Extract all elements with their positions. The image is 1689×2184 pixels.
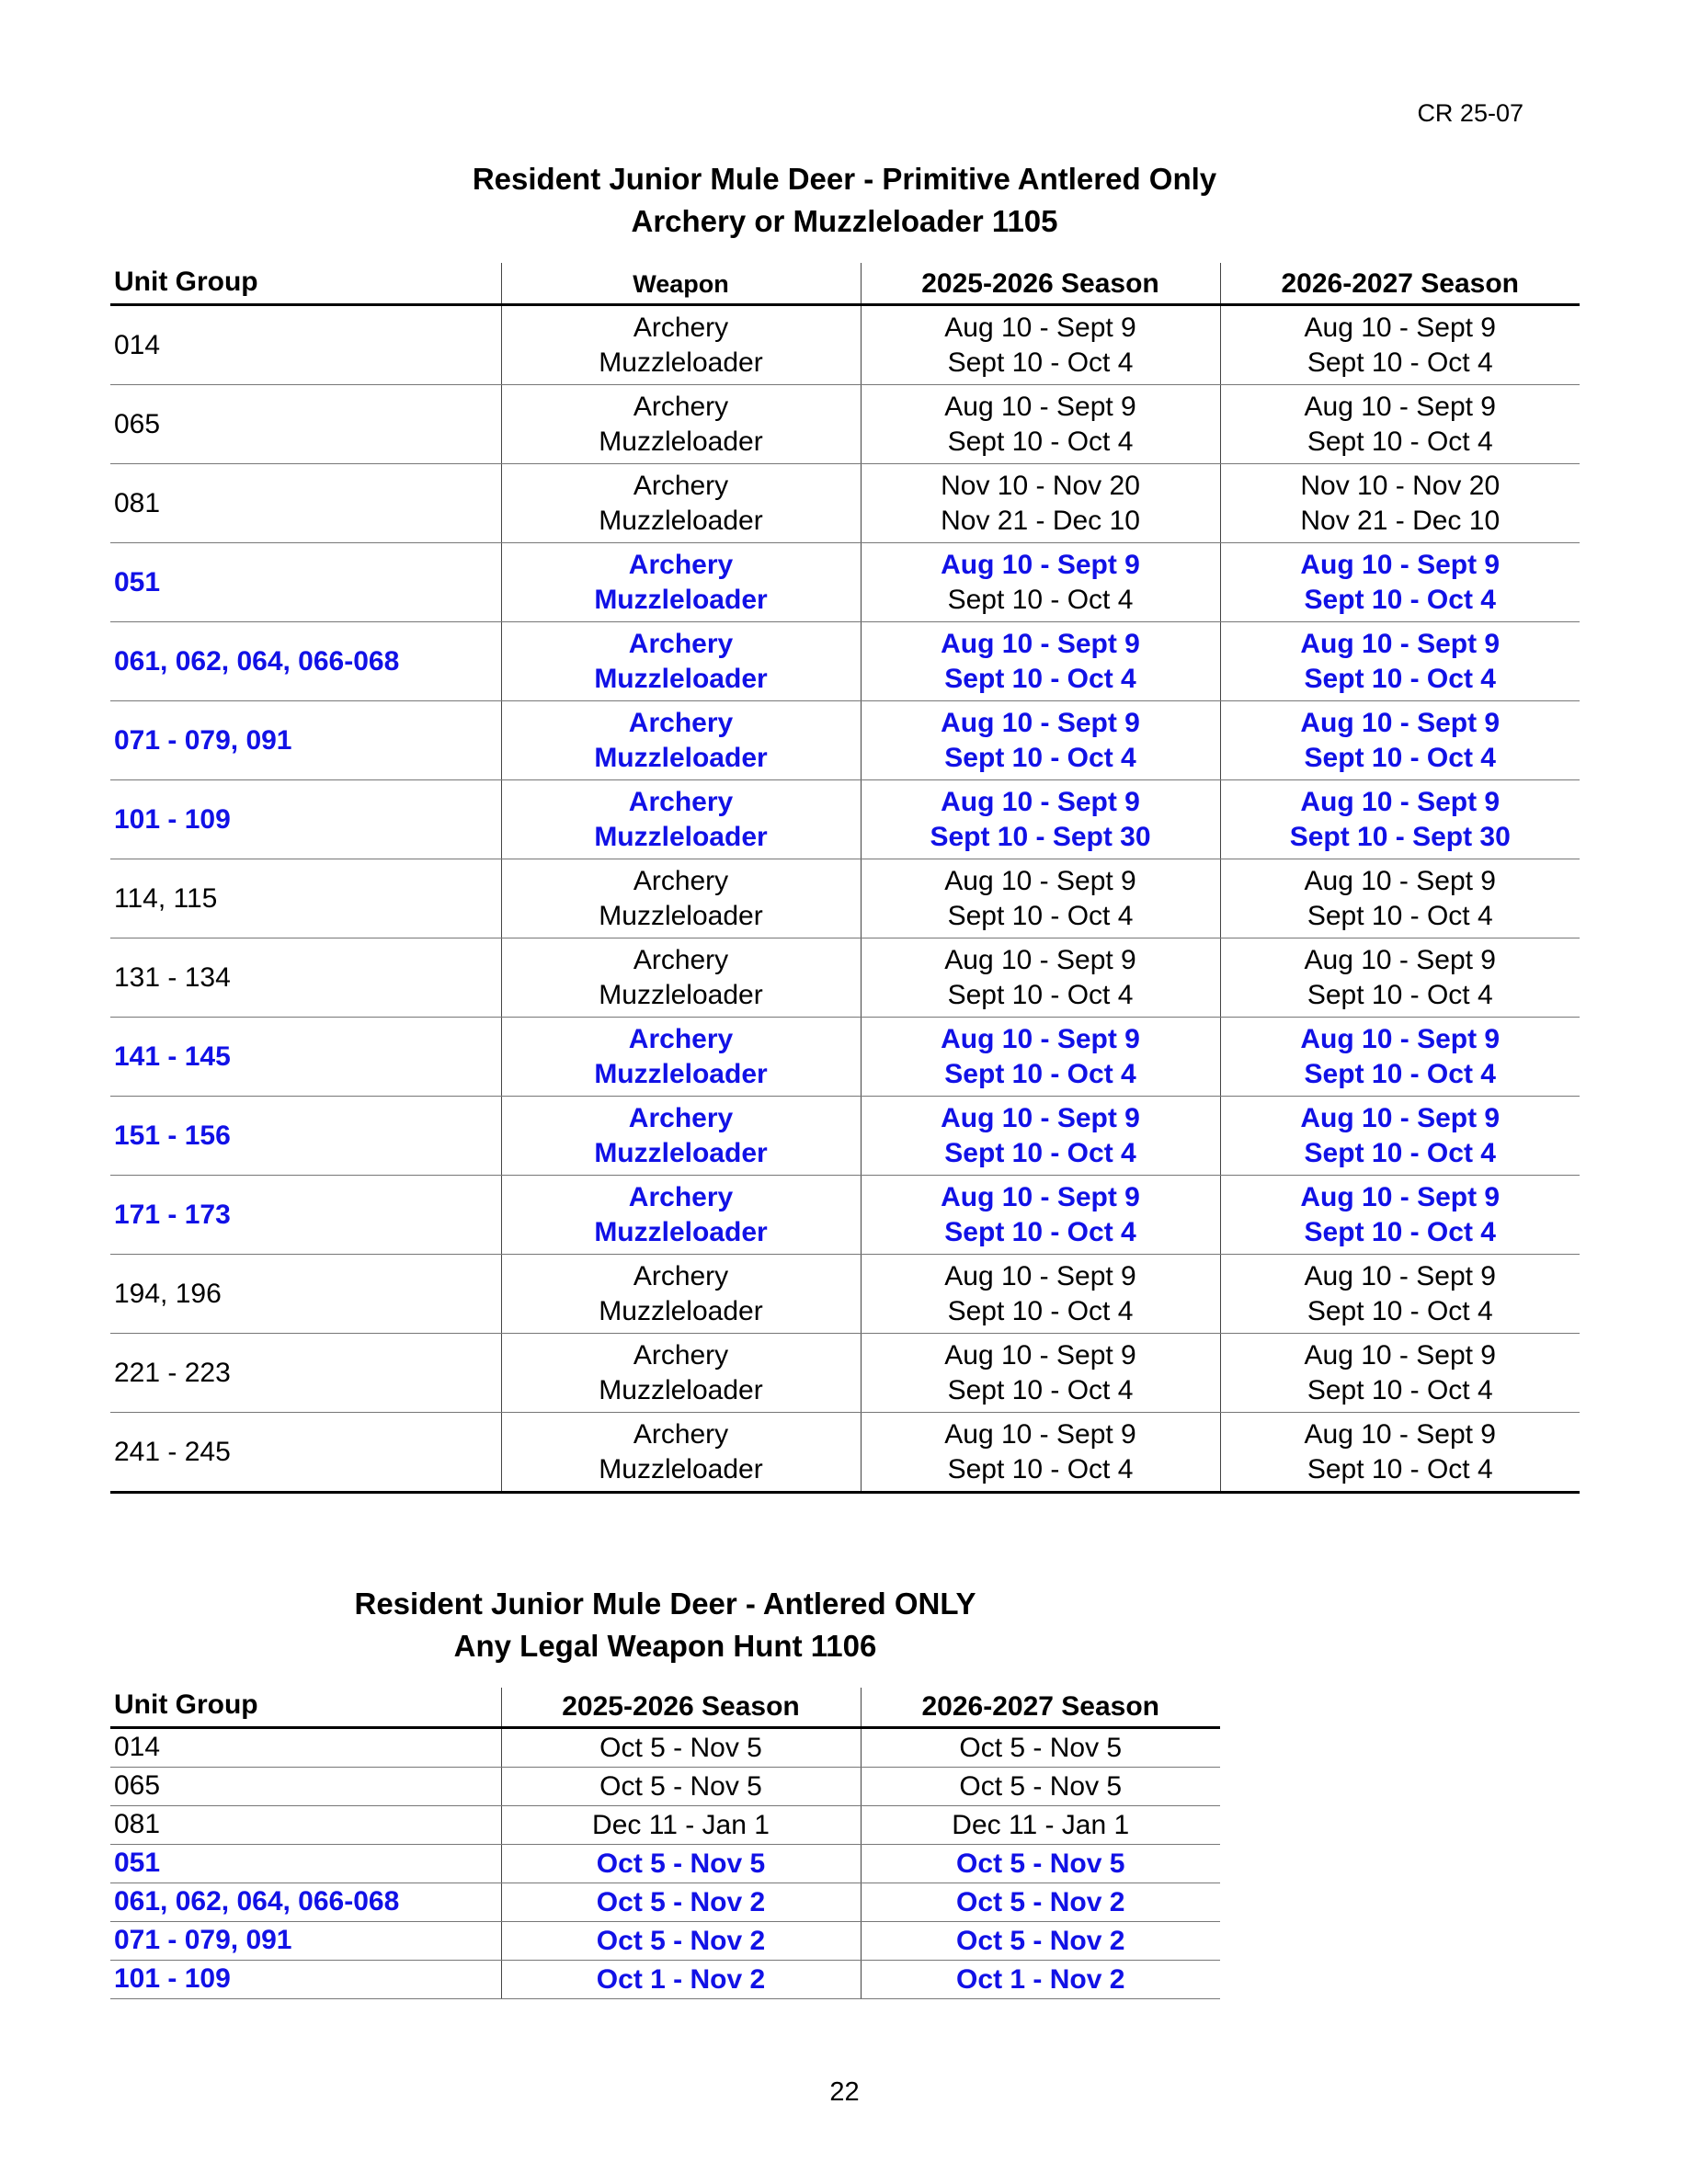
season-2025-cell-line: Sept 10 - Oct 4: [944, 742, 1136, 773]
season-2026-cell: [1220, 385, 1580, 464]
weapon-cell: [501, 543, 861, 622]
weapon-cell-line: Archery: [633, 1339, 729, 1371]
table-row: [110, 938, 1580, 1018]
season-2026-cell: [1220, 780, 1580, 859]
weapon-cell-line: Archery: [633, 865, 729, 896]
season-2025-cell: [861, 938, 1220, 1018]
season-2026-cell-line: Aug 10 - Sept 9: [1304, 1418, 1496, 1450]
unit-group-cell: 241 - 245: [110, 1413, 501, 1493]
weapon-cell-line: Muzzleloader: [599, 347, 763, 378]
season-2025-cell-line: Aug 10 - Sept 9: [941, 549, 1140, 580]
unit-group-cell: 081: [110, 1806, 501, 1845]
unit-group-cell: 061, 062, 064, 066-068: [110, 1883, 501, 1922]
season-2026-cell: Dec 11 - Jan 1: [861, 1806, 1220, 1845]
weapon-cell: [501, 385, 861, 464]
season-2026-cell-line: Nov 10 - Nov 20: [1300, 470, 1501, 501]
season-2026-cell: [1220, 543, 1580, 622]
season-2026-cell: [1220, 622, 1580, 701]
season-2025-cell-line: Sept 10 - Oct 4: [947, 979, 1134, 1010]
unit-group-cell: 141 - 145: [110, 1018, 501, 1097]
table-header-row: [110, 1688, 1220, 1728]
season-2025-cell: [861, 1413, 1220, 1493]
season-2026-cell-line: Aug 10 - Sept 9: [1300, 786, 1501, 817]
season-2025-cell-line: Aug 10 - Sept 9: [944, 1339, 1136, 1371]
weapon-cell-line: Muzzleloader: [599, 979, 763, 1010]
weapon-cell-line: Archery: [628, 628, 734, 659]
season-2025-cell: [861, 1255, 1220, 1334]
table-row: [110, 1097, 1580, 1176]
season-2025-cell: [861, 1334, 1220, 1413]
weapon-cell-line: Archery: [628, 786, 734, 817]
season-2025-cell: Oct 5 - Nov 2: [501, 1922, 861, 1961]
weapon-cell: [501, 1176, 861, 1255]
season-2025-cell: [861, 1097, 1220, 1176]
season-2026-cell-line: Aug 10 - Sept 9: [1300, 707, 1501, 738]
season-2025-cell: [861, 385, 1220, 464]
unit-group-cell: 131 - 134: [110, 938, 501, 1018]
season-2025-cell: [861, 1018, 1220, 1097]
table-row: [110, 543, 1580, 622]
weapon-cell-line: Archery: [633, 470, 729, 501]
table-row: [110, 701, 1580, 780]
weapon-cell: [501, 305, 861, 385]
season-2025-cell: [861, 1176, 1220, 1255]
unit-group-cell: 014: [110, 305, 501, 385]
season-2025-cell: [861, 622, 1220, 701]
season-2025-cell: Oct 5 - Nov 5: [501, 1845, 861, 1883]
season-2025-cell-line: Aug 10 - Sept 9: [941, 1181, 1140, 1212]
season-2025-cell-line: Aug 10 - Sept 9: [944, 391, 1136, 422]
table-row: [110, 1845, 1220, 1883]
header-unit-group: Unit Group: [110, 263, 501, 305]
season-2026-cell: [1220, 1097, 1580, 1176]
season-2026-cell: [1220, 464, 1580, 543]
weapon-cell: [501, 938, 861, 1018]
season-2025-cell: [861, 305, 1220, 385]
season-2025-cell-line: Sept 10 - Oct 4: [944, 1137, 1136, 1168]
weapon-cell: [501, 701, 861, 780]
section2-title: [110, 1583, 1220, 1667]
season-2025-cell-line: Aug 10 - Sept 9: [944, 1260, 1136, 1291]
weapon-cell-line: Muzzleloader: [594, 742, 768, 773]
unit-group-cell: 081: [110, 464, 501, 543]
season-2026-cell-line: Sept 10 - Oct 4: [1307, 1295, 1493, 1326]
season-2025-cell-line: Sept 10 - Oct 4: [944, 1216, 1136, 1247]
table-row: [110, 622, 1580, 701]
weapon-cell: [501, 464, 861, 543]
season-2026-cell: [1220, 1255, 1580, 1334]
season-2026-cell: Oct 5 - Nov 2: [861, 1883, 1220, 1922]
season-2026-cell: [1220, 1334, 1580, 1413]
weapon-cell-line: Muzzleloader: [594, 821, 768, 852]
season-2025-cell: Oct 1 - Nov 2: [501, 1961, 861, 1999]
season-2026-cell: Oct 5 - Nov 5: [861, 1728, 1220, 1768]
season-2025-cell-line: Aug 10 - Sept 9: [941, 786, 1140, 817]
weapon-cell-line: Muzzleloader: [594, 663, 768, 694]
season-2026-cell-line: Aug 10 - Sept 9: [1304, 391, 1496, 422]
unit-group-cell: 101 - 109: [110, 780, 501, 859]
unit-group-cell: 114, 115: [110, 859, 501, 938]
unit-group-cell: 194, 196: [110, 1255, 501, 1334]
unit-group-cell: 071 - 079, 091: [110, 701, 501, 780]
season-2026-cell-line: Nov 21 - Dec 10: [1300, 505, 1501, 536]
season-2025-cell: [861, 859, 1220, 938]
season-2026-cell: Oct 5 - Nov 5: [861, 1845, 1220, 1883]
weapon-cell: [501, 1334, 861, 1413]
season-2025-cell-line: Sept 10 - Oct 4: [944, 1058, 1136, 1089]
unit-group-cell: 061, 062, 064, 066-068: [110, 622, 501, 701]
unit-group-cell: 065: [110, 385, 501, 464]
season-2025-cell: [861, 543, 1220, 622]
weapon-cell-line: Muzzleloader: [599, 505, 763, 536]
unit-group-cell: 071 - 079, 091: [110, 1922, 501, 1961]
season-2026-cell: [1220, 701, 1580, 780]
season-2025-cell: Oct 5 - Nov 5: [501, 1768, 861, 1806]
season-2026-cell: [1220, 859, 1580, 938]
season-2026-cell-line: Sept 10 - Oct 4: [1304, 663, 1496, 694]
table-row: [110, 385, 1580, 464]
unit-group-cell: 051: [110, 1845, 501, 1883]
unit-group-cell: 051: [110, 543, 501, 622]
document-id: CR 25-07: [1417, 99, 1524, 127]
any-legal-weapon-table: [110, 1688, 1220, 1999]
season-2026-cell-line: Sept 10 - Oct 4: [1307, 900, 1493, 931]
season-2025-cell-line: Sept 10 - Oct 4: [947, 426, 1134, 457]
table-row: [110, 1883, 1220, 1922]
weapon-cell-line: Archery: [628, 1102, 734, 1133]
season-2026-cell-line: Aug 10 - Sept 9: [1300, 549, 1501, 580]
weapon-cell-line: Archery: [628, 1181, 734, 1212]
season-2026-cell-line: Aug 10 - Sept 9: [1300, 1023, 1501, 1054]
weapon-cell-line: Muzzleloader: [599, 1374, 763, 1405]
table-row: [110, 1255, 1580, 1334]
any-legal-weapon-table-body: [110, 1728, 1220, 1999]
weapon-cell-line: Archery: [628, 1023, 734, 1054]
table-row: [110, 464, 1580, 543]
weapon-cell: [501, 622, 861, 701]
season-2026-cell-line: Sept 10 - Oct 4: [1307, 1453, 1493, 1484]
table-row: [110, 1768, 1220, 1806]
table-row: [110, 1728, 1220, 1768]
season-2025-cell: [861, 780, 1220, 859]
weapon-cell-line: Archery: [633, 1260, 729, 1291]
season-2026-cell: [1220, 1413, 1580, 1493]
season-2025-cell-line: Aug 10 - Sept 9: [944, 1418, 1136, 1450]
season-2025-cell-line: Sept 10 - Oct 4: [947, 347, 1134, 378]
season-2026-cell-line: Sept 10 - Oct 4: [1307, 979, 1493, 1010]
weapon-cell-line: Muzzleloader: [599, 426, 763, 457]
table-row: [110, 1922, 1220, 1961]
weapon-cell-line: Muzzleloader: [594, 1058, 768, 1089]
unit-group-cell: 171 - 173: [110, 1176, 501, 1255]
unit-group-cell: 014: [110, 1728, 501, 1768]
season-2025-cell-line: Sept 10 - Oct 4: [947, 1374, 1134, 1405]
season-2026-cell: Oct 5 - Nov 2: [861, 1922, 1220, 1961]
section1-title-line2: Archery or Muzzleloader 1105: [631, 204, 1058, 238]
weapon-cell-line: Muzzleloader: [599, 1453, 763, 1484]
season-2026-cell: [1220, 1018, 1580, 1097]
section2-title-line2: Any Legal Weapon Hunt 1106: [453, 1629, 877, 1663]
season-2025-cell: [861, 464, 1220, 543]
weapon-cell: [501, 1255, 861, 1334]
season-2026-cell-line: Aug 10 - Sept 9: [1304, 312, 1496, 343]
season-2026-cell-line: Sept 10 - Oct 4: [1307, 1374, 1493, 1405]
table-row: [110, 305, 1580, 385]
season-2025-cell-line: Sept 10 - Oct 4: [947, 1453, 1134, 1484]
season-2026-cell-line: Aug 10 - Sept 9: [1300, 1102, 1501, 1133]
unit-group-cell: 221 - 223: [110, 1334, 501, 1413]
season-2026-cell-line: Aug 10 - Sept 9: [1300, 628, 1501, 659]
season-2026-cell: [1220, 938, 1580, 1018]
season-2025-cell: Oct 5 - Nov 5: [501, 1728, 861, 1768]
table-header-row: [110, 263, 1580, 305]
season-2026-cell-line: Sept 10 - Sept 30: [1289, 821, 1511, 852]
season-2026-cell-line: Aug 10 - Sept 9: [1304, 944, 1496, 975]
weapon-cell-line: Muzzleloader: [594, 1216, 768, 1247]
table-row: [110, 1018, 1580, 1097]
header-season-2026: 2026-2027 Season: [1220, 263, 1580, 305]
header-season-2025: 2025-2026 Season: [501, 1688, 861, 1728]
primitive-season-table: [110, 263, 1580, 1494]
weapon-cell-line: Muzzleloader: [594, 584, 768, 615]
weapon-cell: [501, 1413, 861, 1493]
weapon-cell-line: Muzzleloader: [594, 1137, 768, 1168]
season-2025-cell-line: Aug 10 - Sept 9: [944, 944, 1136, 975]
table-row: [110, 1806, 1220, 1845]
weapon-cell-line: Archery: [633, 312, 729, 343]
season-2025-cell-line: Aug 10 - Sept 9: [941, 1102, 1140, 1133]
season-2026-cell-line: Aug 10 - Sept 9: [1304, 1339, 1496, 1371]
unit-group-cell: 101 - 109: [110, 1961, 501, 1999]
table-row: [110, 1334, 1580, 1413]
season-2026-cell: Oct 5 - Nov 5: [861, 1768, 1220, 1806]
season-2025-cell-line: Aug 10 - Sept 9: [941, 707, 1140, 738]
season-2025-cell-line: Sept 10 - Oct 4: [947, 1295, 1134, 1326]
season-2025-cell: Dec 11 - Jan 1: [501, 1806, 861, 1845]
page-number: 22: [829, 2077, 860, 2107]
section1-title: [0, 158, 1689, 243]
season-2025-cell-line: Sept 10 - Sept 30: [930, 821, 1151, 852]
section1-title-line1: Resident Junior Mule Deer - Primitive Antlered Only: [472, 162, 1217, 196]
table-row: [110, 859, 1580, 938]
season-2025-cell-line: Aug 10 - Sept 9: [941, 1023, 1140, 1054]
weapon-cell-line: Archery: [633, 944, 729, 975]
weapon-cell-line: Muzzleloader: [599, 900, 763, 931]
season-2026-cell-line: Sept 10 - Oct 4: [1304, 1137, 1496, 1168]
header-weapon: Weapon: [501, 263, 861, 305]
season-2026-cell-line: Sept 10 - Oct 4: [1307, 347, 1493, 378]
season-2026-cell-line: Aug 10 - Sept 9: [1304, 865, 1496, 896]
weapon-cell-line: Archery: [633, 1418, 729, 1450]
weapon-cell-line: Archery: [628, 707, 734, 738]
table-row: [110, 1961, 1220, 1999]
season-2026-cell: [1220, 305, 1580, 385]
weapon-cell: [501, 859, 861, 938]
season-2025-cell-line: Aug 10 - Sept 9: [944, 865, 1136, 896]
header-season-2025: 2025-2026 Season: [861, 263, 1220, 305]
table-row: [110, 1413, 1580, 1493]
season-2025-cell-line: Sept 10 - Oct 4: [944, 663, 1136, 694]
season-2026-cell: [1220, 1176, 1580, 1255]
season-2026-cell-line: Sept 10 - Oct 4: [1307, 426, 1493, 457]
season-2026-cell-line: Aug 10 - Sept 9: [1304, 1260, 1496, 1291]
header-unit-group: Unit Group: [110, 1688, 501, 1728]
season-2025-cell-line: Nov 10 - Nov 20: [941, 470, 1140, 501]
primitive-table-body: [110, 305, 1580, 1493]
unit-group-cell: 065: [110, 1768, 501, 1806]
season-2026-cell-line: Sept 10 - Oct 4: [1304, 584, 1496, 615]
season-2025-cell: Oct 5 - Nov 2: [501, 1883, 861, 1922]
weapon-cell: [501, 1097, 861, 1176]
season-2026-cell-line: Aug 10 - Sept 9: [1300, 1181, 1501, 1212]
weapon-cell: [501, 780, 861, 859]
table-row: [110, 1176, 1580, 1255]
season-2025-cell: [861, 701, 1220, 780]
season-2026-cell-line: Sept 10 - Oct 4: [1304, 1058, 1496, 1089]
season-2025-cell-line: Aug 10 - Sept 9: [941, 628, 1140, 659]
season-2025-cell-line: Aug 10 - Sept 9: [944, 312, 1136, 343]
season-2025-cell-line: Nov 21 - Dec 10: [941, 505, 1140, 536]
season-2026-cell-line: Sept 10 - Oct 4: [1304, 1216, 1496, 1247]
weapon-cell-line: Muzzleloader: [599, 1295, 763, 1326]
header-season-2026: 2026-2027 Season: [861, 1688, 1220, 1728]
table-row: [110, 780, 1580, 859]
unit-group-cell: 151 - 156: [110, 1097, 501, 1176]
weapon-cell-line: Archery: [633, 391, 729, 422]
season-2025-cell-line: Sept 10 - Oct 4: [947, 584, 1134, 615]
season-2025-cell-line: Sept 10 - Oct 4: [947, 900, 1134, 931]
weapon-cell-line: Archery: [628, 549, 734, 580]
season-2026-cell: Oct 1 - Nov 2: [861, 1961, 1220, 1999]
weapon-cell: [501, 1018, 861, 1097]
season-2026-cell-line: Sept 10 - Oct 4: [1304, 742, 1496, 773]
section2-title-line1: Resident Junior Mule Deer - Antlered ONLY: [354, 1587, 976, 1621]
